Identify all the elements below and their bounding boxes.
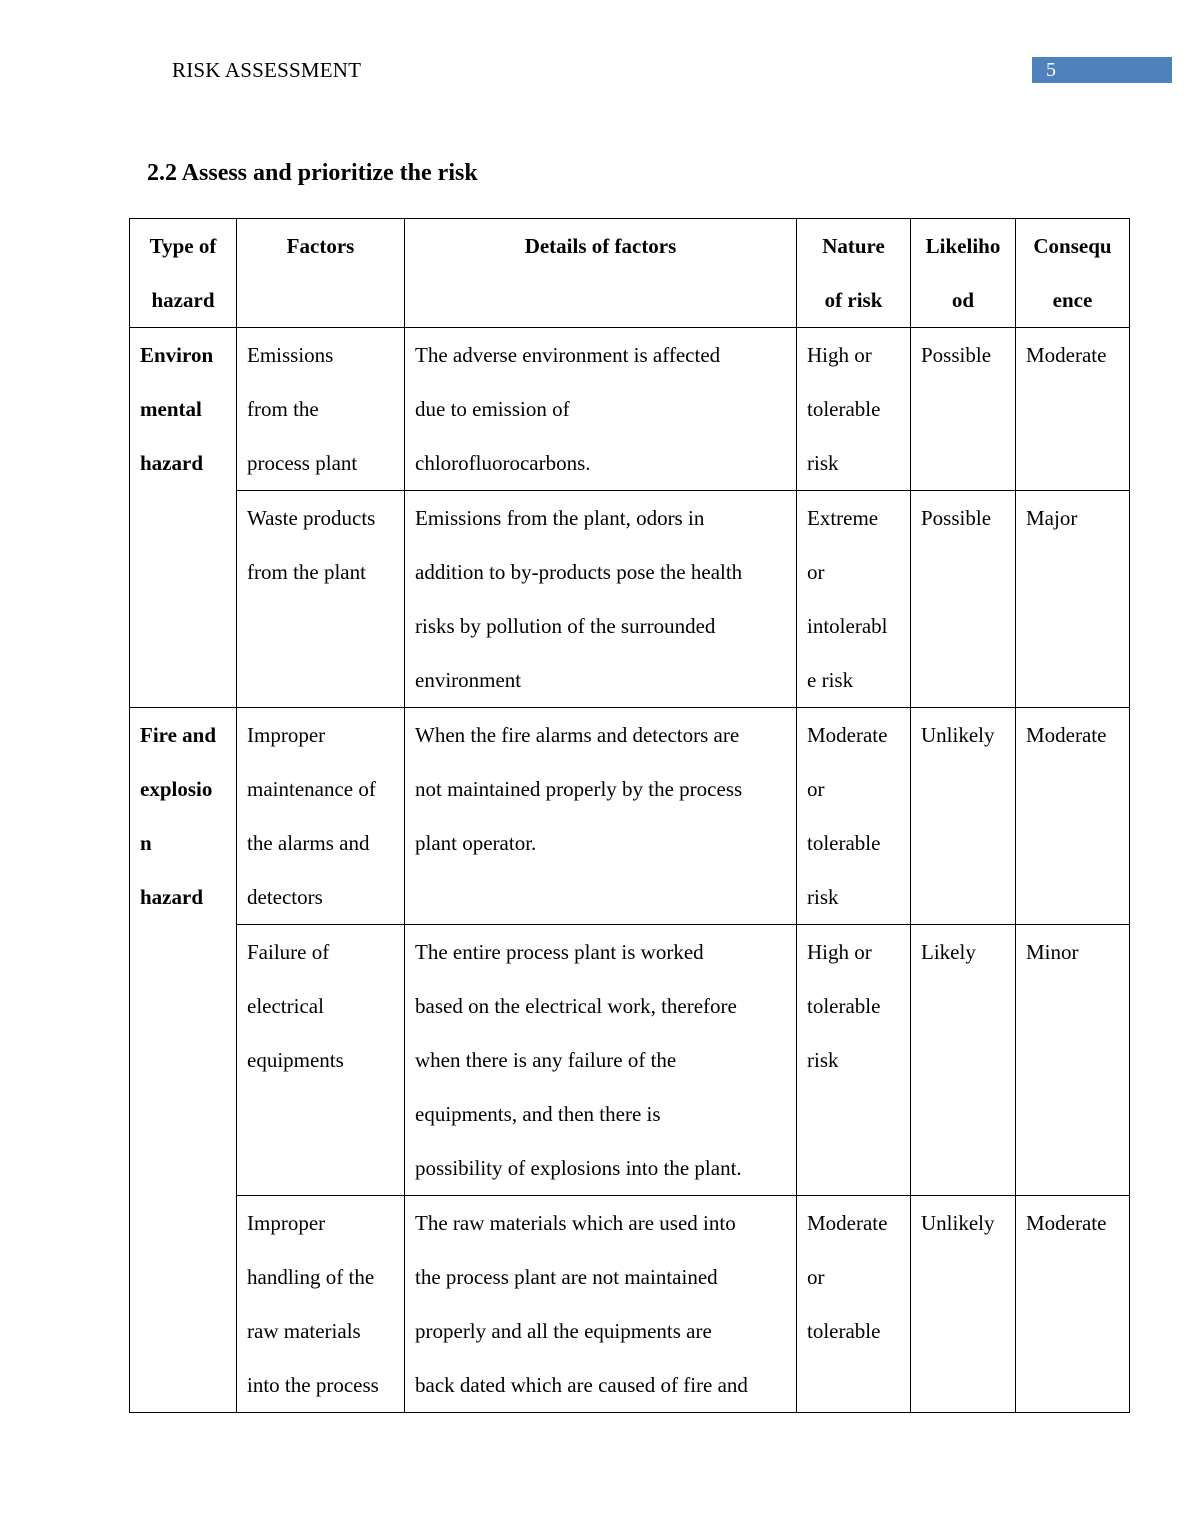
factor-cell: Improper maintenance of the alarms and detectors: [237, 708, 405, 925]
factor-cell: Failure of electrical equipments: [237, 925, 405, 1196]
nature-cell: High or tolerable risk: [797, 328, 911, 491]
table-row: [130, 1196, 1130, 1413]
header-factors: Factors: [237, 219, 405, 328]
consequence-cell: Moderate: [1016, 1196, 1130, 1413]
table-row: [130, 925, 1130, 1196]
nature-cell: High or tolerable risk: [797, 925, 911, 1196]
consequence-cell: Major: [1016, 491, 1130, 708]
header-details-of-factors: Details of factors: [405, 219, 797, 328]
table-row: [130, 328, 1130, 491]
likelihood-cell: Unlikely: [911, 708, 1016, 925]
consequence-cell: Moderate: [1016, 328, 1130, 491]
nature-cell: Extreme or intolerabl e risk: [797, 491, 911, 708]
header-consequence: Consequ ence: [1016, 219, 1130, 328]
factor-cell: Emissions from the process plant: [237, 328, 405, 491]
nature-cell: Moderate or tolerable risk: [797, 708, 911, 925]
header-type-of-hazard: Type of hazard: [130, 219, 237, 328]
header-likelihood: Likeliho od: [911, 219, 1016, 328]
likelihood-cell: Likely: [911, 925, 1016, 1196]
table-header-row: [130, 219, 1130, 328]
details-cell: When the fire alarms and detectors are not maintained properly by the process plant operator.: [405, 708, 797, 925]
page-number-badge: 5: [1032, 57, 1172, 83]
risk-assessment-table: [129, 218, 1130, 1413]
running-head-title: RISK ASSESSMENT: [172, 58, 362, 82]
consequence-cell: Minor: [1016, 925, 1130, 1196]
hazard-type-cell: Environ mental hazard: [130, 328, 237, 708]
likelihood-cell: Unlikely: [911, 1196, 1016, 1413]
likelihood-cell: Possible: [911, 491, 1016, 708]
factor-cell: Waste products from the plant: [237, 491, 405, 708]
hazard-type-cell: Fire and explosio n hazard: [130, 708, 237, 1413]
details-cell: The raw materials which are used into the process plant are not maintained properly and all the equipments are back dated which are caused of fire and: [405, 1196, 797, 1413]
section-title: 2.2 Assess and prioritize the risk: [147, 160, 478, 186]
table-row: [130, 491, 1130, 708]
details-cell: Emissions from the plant, odors in addition to by-products pose the health risks by pollution of the surrounded environment: [405, 491, 797, 708]
nature-cell: Moderate or tolerable: [797, 1196, 911, 1413]
likelihood-cell: Possible: [911, 328, 1016, 491]
header-nature-of-risk: Nature of risk: [797, 219, 911, 328]
details-cell: The entire process plant is worked based on the electrical work, therefore when there is any failure of the equipments, and then there is possibility of explosions into the plant.: [405, 925, 797, 1196]
table-row: [130, 708, 1130, 925]
details-cell: The adverse environment is affected due to emission of chlorofluorocarbons.: [405, 328, 797, 491]
consequence-cell: Moderate: [1016, 708, 1130, 925]
factor-cell: Improper handling of the raw materials into the process: [237, 1196, 405, 1413]
